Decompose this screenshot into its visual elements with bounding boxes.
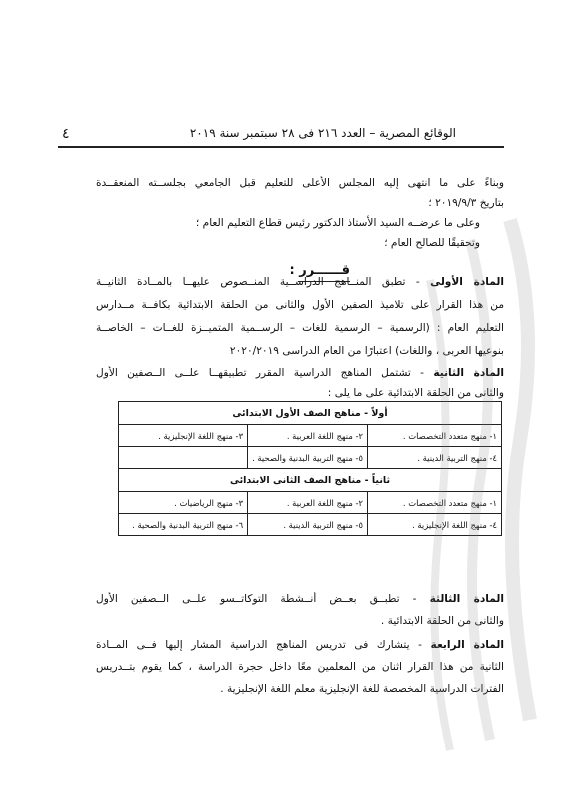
table-cell: ٣- منهج الرياضيات . bbox=[119, 492, 248, 514]
table-cell: ٤- منهج التربية الدينية . bbox=[368, 447, 502, 469]
table-cell: ٤- منهج اللغة الإنجليزية . bbox=[368, 514, 502, 536]
table-section-header bbox=[119, 402, 502, 425]
header-divider bbox=[58, 146, 504, 148]
table-row bbox=[119, 447, 502, 469]
table-row bbox=[119, 492, 502, 514]
article-4-title: المادة الرابعة bbox=[430, 639, 504, 651]
gazette-header-title: الوقائع المصرية – العدد ٢١٦ فى ٢٨ سبتمبر سنة ٢٠١٩ bbox=[189, 126, 456, 140]
section-1-title: أولاً - مناهج الصف الأول الابتدائى bbox=[119, 402, 502, 425]
table-row bbox=[119, 514, 502, 536]
article-1-line-4: بنوعيها العربى ، واللغات) اعتبارًا من العام الدراسى ٢٠٢٠/٢٠١٩ bbox=[229, 345, 504, 357]
preamble-line-1: وبناءً على ما انتهى إليه المجلس الأعلى للتعليم قبل الجامعي بجلســته المنعقــدة bbox=[96, 177, 504, 189]
article-1-line-1 bbox=[96, 275, 504, 289]
table-cell: ٢- منهج اللغة العربية . bbox=[248, 425, 368, 447]
table-cell: ١- منهج متعدد التخصصات . bbox=[368, 492, 502, 514]
article-2-text: - تشتمل المناهج الدراسية المقرر تطبيقهــا علــى الــصفين الأول bbox=[96, 367, 434, 379]
decision-heading: قــــــرر : bbox=[289, 263, 350, 278]
article-4-line-2: الثانية من هذا القرار اثنان من المعلمين معًا داخل حجرة الدراسة ، كما يقوم بتــدريس bbox=[96, 661, 504, 673]
article-2-line-2: والثانى من الحلقة الابتدائية على ما يلى : bbox=[327, 387, 504, 399]
article-1-title: المادة الأولى bbox=[430, 276, 504, 288]
article-2-line-1 bbox=[96, 366, 504, 380]
preamble-line-2: بتاريخ ٢٠١٩/٩/٣ ؛ bbox=[428, 197, 504, 209]
article-1-text: - تطبق المنــاهج الدراســية المنــصوص عليهــا بالمــادة الثانيــة bbox=[96, 276, 431, 288]
article-1-line-2: من هذا القرار على تلاميذ الصفين الأول والثانى من الحلقة الابتدائية بكافــة مــدارس bbox=[96, 299, 504, 311]
article-3-line-1 bbox=[96, 592, 504, 606]
table-cell: ٣- منهج اللغة الإنجليزية . bbox=[119, 425, 248, 447]
page-number: ٤ bbox=[62, 126, 70, 142]
section-2-title: ثانياً - مناهج الصف الثانى الابتدائى bbox=[119, 469, 502, 492]
article-4-text: - يتشارك فى تدريس المناهج الدراسية المشار إليها فــى المــادة bbox=[96, 639, 431, 651]
table-row bbox=[119, 425, 502, 447]
preamble-line-3: وعلى ما عرضــه السيد الأستاذ الدكتور رئيس قطاع التعليم العام ؛ bbox=[195, 217, 480, 229]
article-3-title: المادة الثالثة bbox=[429, 593, 504, 605]
table-cell bbox=[119, 447, 248, 469]
curriculum-table bbox=[118, 401, 502, 536]
table-cell: ٥- منهج التربية البدنية والصحية . bbox=[248, 447, 368, 469]
table-cell: ١- منهج متعدد التخصصات . bbox=[368, 425, 502, 447]
article-4-line-3: الفترات الدراسية المخصصة للغة الإنجليزية معلم اللغة الإنجليزية . bbox=[220, 683, 504, 695]
table-cell: ٥- منهج التربية الدينية . bbox=[248, 514, 368, 536]
article-3-line-2: والثانى من الحلقة الابتدائية . bbox=[380, 615, 504, 627]
table-section-header bbox=[119, 469, 502, 492]
table-cell: ٦- منهج التربية البدنية والصحية . bbox=[119, 514, 248, 536]
article-4-line-1 bbox=[96, 638, 504, 652]
preamble-line-4: وتحقيقًا للصالح العام ؛ bbox=[384, 237, 480, 249]
table-cell: ٢- منهج اللغة العربية . bbox=[248, 492, 368, 514]
article-3-text: - تطبــق بعــض أنــشطة التوكاتــسو علــى الــصفين الأول bbox=[96, 593, 430, 605]
article-1-line-3: التعليم العام : (الرسمية – الرسمية للغات – الرســمية المتميــزة للغــات – الخاصــة bbox=[96, 322, 504, 334]
article-2-title: المادة الثانية bbox=[433, 367, 504, 379]
